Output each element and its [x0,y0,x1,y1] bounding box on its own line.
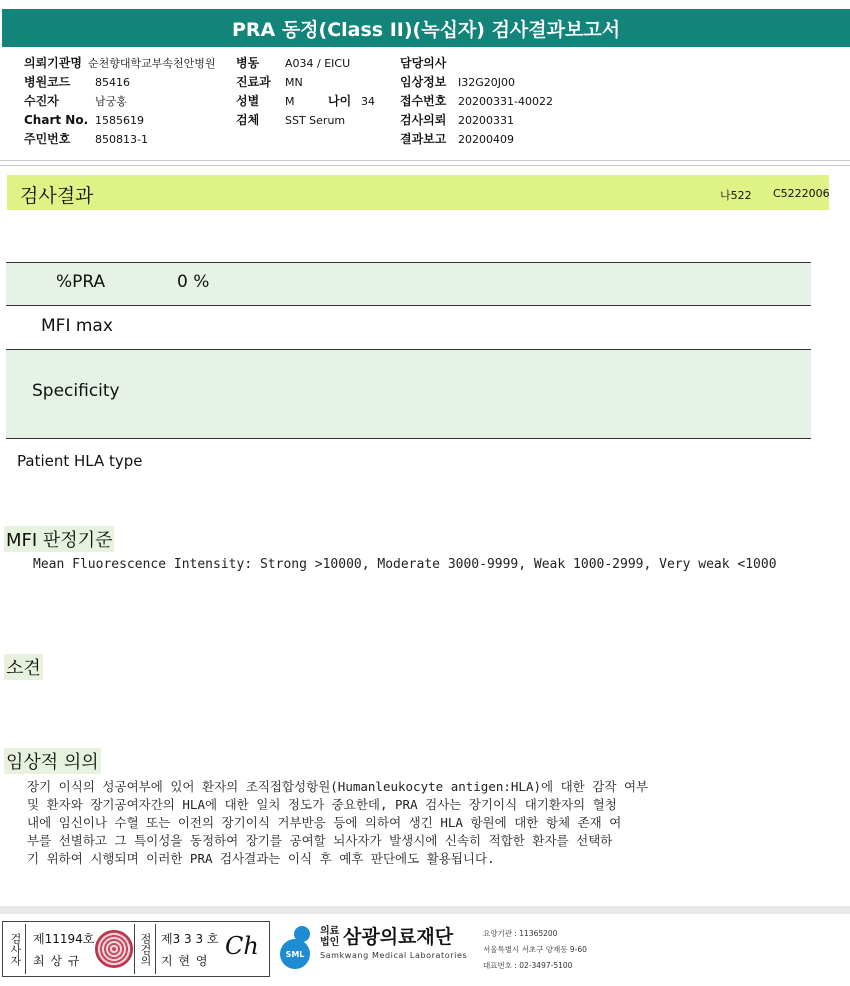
org-english-name: Samkwang Medical Laboratories [320,951,468,960]
info-col-3 [400,54,600,149]
info-label: 임상정보 [400,75,447,89]
specificity-row [6,350,811,438]
findings-title: 소견 [4,654,43,680]
logo-text: SML [285,950,305,959]
info-label: 병원코드 [24,75,71,89]
signature-box [2,921,270,977]
pra-value: 0 % [177,272,210,292]
clinical-title: 임상적 의의 [4,748,101,774]
contact-line: 대표번호 : 02-3497-5100 [483,961,573,970]
pra-row [6,263,811,305]
patient-info [24,54,844,154]
info-value: 20200409 [458,133,514,146]
examiner-label: 검사자 [5,924,26,974]
age-value: 34 [361,95,375,108]
report-title: PRA 동정(Class II)(녹십자) 검사결과보고서 [2,9,850,47]
info-value: M [285,95,295,108]
info-value: 20200331 [458,114,514,127]
info-value: SST Serum [285,114,346,127]
info-label: 접수번호 [400,94,447,108]
info-value: 1585619 [95,114,144,127]
info-col-2 [236,54,396,130]
info-label: 결과보고 [400,132,447,146]
hla-type-label: Patient HLA type [17,452,143,470]
divider [0,165,850,166]
org-prefix-top: 의료 [320,926,340,937]
info-value: 남궁홍 [95,95,127,108]
examiner-name: 최 상 규 [33,954,81,968]
clinical-line: 및 환자와 장기공여자간의 HLA에 대한 일치 정도가 중요한데, PRA 검사는 장기이식 대기환자의 혈청 [27,797,617,812]
clinical-line: 기 위하여 시행되며 이러한 PRA 검사결과는 이식 후 예후 판단에도 활용됩니다. [27,851,495,866]
info-label: 진료과 [236,75,271,89]
org-name: 삼광의료재단 [343,926,454,948]
info-value: MN [285,76,303,89]
section-header [7,175,829,210]
info-label: 담당의사 [400,56,447,70]
section-code-2: C5222006 [773,187,830,200]
section-title: 검사결과 [20,185,94,207]
info-value: A034 / EICU [285,57,351,70]
info-label: 성별 [236,94,260,108]
reviewer-label: 점검의 [134,924,156,974]
mfi-criteria-title: MFI 판정기준 [4,526,114,552]
info-label: Chart No. [24,113,89,127]
info-label: 검사의뢰 [400,113,447,127]
info-value: 85416 [95,76,130,89]
org-contact [483,926,587,974]
table-line [6,438,811,439]
reviewer-number: 제3 3 3 호 [161,932,219,946]
specificity-label: Specificity [32,381,120,401]
info-value: 순천향대학교부속천안병원 [87,57,216,70]
info-value: 850813-1 [95,133,148,146]
mfi-label: MFI max [41,316,113,336]
info-col-1 [24,54,215,149]
clinical-line: 부를 선별하고 그 특이성을 동정하여 장기를 공여할 뇌사자가 발생시에 신속히 적합한 환자를 선택하 [27,833,613,848]
info-label: 병동 [236,56,260,70]
contact-line: 서울특별시 서초구 양재동 9-60 [483,945,587,954]
section-code-1: 나522 [720,189,752,202]
sml-logo-icon [272,924,318,970]
org-prefix [320,926,339,948]
info-value: I32G20J00 [458,76,516,89]
footer-divider [0,906,850,914]
info-value: 20200331-40022 [458,95,553,108]
clinical-line: 장기 이식의 성공여부에 있어 환자의 조직접합성항원(Humanleukocyte antigen:HLA)에 대한 감작 여부 [27,779,649,794]
age-label: 나이 [328,94,352,108]
contact-line: 요양기관 : 11365200 [483,929,558,938]
clinical-text [27,778,817,868]
reviewer-name: 지 현 영 [161,954,209,968]
info-label: 주민번호 [24,132,71,146]
pra-label: %PRA [56,272,106,292]
mfi-criteria-text: Mean Fluorescence Intensity: Strong >10000, Moderate 3000-9999, Weak 1000-2999, Very weak <1000 [33,557,777,572]
seal-stamp-icon [95,930,133,968]
info-label: 의뢰기관명 [24,56,82,70]
examiner-number: 제11194호 [33,932,95,946]
clinical-line: 내에 임신이나 수혈 또는 이전의 장기이식 거부반응 등에 의하여 생긴 HLA 항원에 대한 항체 존재 여 [27,815,622,830]
mfi-row [6,306,811,349]
info-label: 검체 [236,113,260,127]
org-prefix-bottom: 법인 [320,937,340,948]
divider [0,160,850,161]
signature: Ch [225,932,259,960]
info-label: 수진자 [24,94,59,108]
